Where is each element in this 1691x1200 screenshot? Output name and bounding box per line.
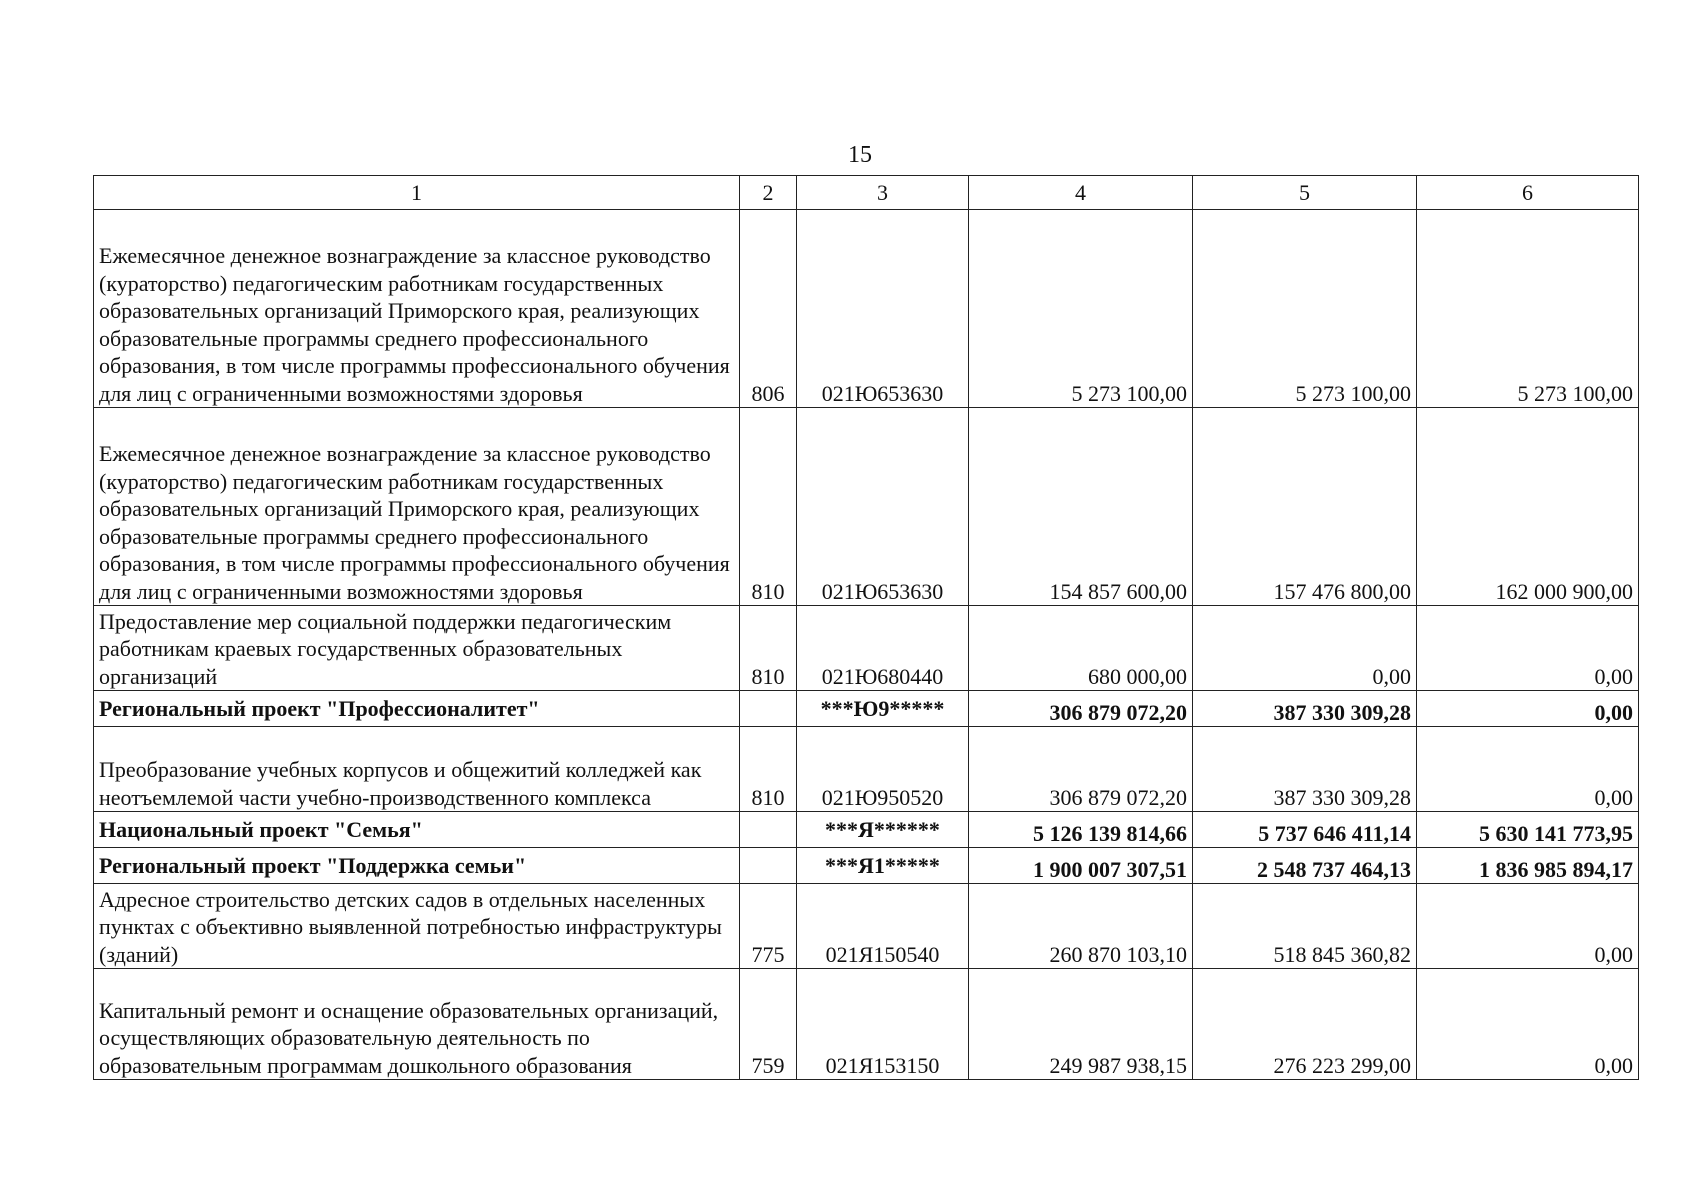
row-name: Ежемесячное денежное вознаграждение за классное руководство (кураторство) педагогическим работникам государственных образовательных организаций Приморского края, реализующих образовательные программы среднего профессионального образования, в том числе программы профессионального обучения для лиц с ограниченными возможностями здоровья	[94, 408, 740, 606]
column-header-3: 3	[797, 176, 969, 210]
row-grbs-code: 775	[740, 884, 797, 969]
table-body	[94, 210, 1639, 1080]
row-grbs-code: 810	[740, 727, 797, 812]
column-header-2: 2	[740, 176, 797, 210]
row-value-col6: 0,00	[1417, 969, 1639, 1080]
row-name: Предоставление мер социальной поддержки педагогическим работникам краевых государственных образовательных организаций	[94, 606, 740, 691]
row-grbs-code: 806	[740, 210, 797, 408]
row-grbs-code	[740, 848, 797, 884]
row-grbs-code	[740, 812, 797, 848]
row-target-article: 021Я153150	[797, 969, 969, 1080]
row-value-col5: 387 330 309,28	[1193, 727, 1417, 812]
row-target-article: 021Ю653630	[797, 408, 969, 606]
row-value-col6: 0,00	[1417, 884, 1639, 969]
row-name: Преобразование учебных корпусов и общежитий колледжей как неотъемлемой части учебно-производственного комплекса	[94, 727, 740, 812]
row-value-col5: 5 737 646 411,14	[1193, 812, 1417, 848]
table-row	[94, 408, 1639, 606]
row-target-article: 021Ю680440	[797, 606, 969, 691]
row-value-col4: 306 879 072,20	[969, 727, 1193, 812]
row-value-col4: 1 900 007 307,51	[969, 848, 1193, 884]
row-value-col6: 0,00	[1417, 606, 1639, 691]
row-value-col5: 2 548 737 464,13	[1193, 848, 1417, 884]
column-header-1: 1	[94, 176, 740, 210]
row-name: Адресное строительство детских садов в отдельных населенных пунктах с объективно выявленной потребностью инфраструктуры (зданий)	[94, 884, 740, 969]
row-grbs-code: 810	[740, 408, 797, 606]
row-target-article: ***Я1*****	[797, 848, 969, 884]
column-number-row	[94, 176, 1639, 210]
page-number: 15	[848, 142, 872, 168]
row-value-col6: 0,00	[1417, 727, 1639, 812]
row-value-col4: 5 126 139 814,66	[969, 812, 1193, 848]
row-value-col5: 518 845 360,82	[1193, 884, 1417, 969]
row-value-col4: 5 273 100,00	[969, 210, 1193, 408]
row-value-col6: 5 630 141 773,95	[1417, 812, 1639, 848]
row-value-col5: 276 223 299,00	[1193, 969, 1417, 1080]
row-value-col5: 157 476 800,00	[1193, 408, 1417, 606]
row-value-col5: 5 273 100,00	[1193, 210, 1417, 408]
table-row	[94, 969, 1639, 1080]
column-header-5: 5	[1193, 176, 1417, 210]
row-name: Капитальный ремонт и оснащение образовательных организаций, осуществляющих образовательную деятельность по образовательным программам дошкольного образования	[94, 969, 740, 1080]
row-grbs-code: 810	[740, 606, 797, 691]
table-row	[94, 210, 1639, 408]
column-header-6: 6	[1417, 176, 1639, 210]
row-grbs-code	[740, 691, 797, 727]
row-value-col6: 162 000 900,00	[1417, 408, 1639, 606]
row-grbs-code: 759	[740, 969, 797, 1080]
row-name: Ежемесячное денежное вознаграждение за классное руководство (кураторство) педагогическим работникам государственных образовательных организаций Приморского края, реализующих образовательные программы среднего профессионального образования, в том числе программы профессионального обучения для лиц с ограниченными возможностями здоровья	[94, 210, 740, 408]
row-name: Региональный проект "Профессионалитет"	[94, 691, 740, 727]
row-value-col4: 680 000,00	[969, 606, 1193, 691]
row-target-article: ***Я******	[797, 812, 969, 848]
row-value-col6: 0,00	[1417, 691, 1639, 727]
row-target-article: 021Ю950520	[797, 727, 969, 812]
row-value-col6: 5 273 100,00	[1417, 210, 1639, 408]
table-row-subtotal	[94, 812, 1639, 848]
table-row	[94, 727, 1639, 812]
row-target-article: 021Ю653630	[797, 210, 969, 408]
row-value-col4: 249 987 938,15	[969, 969, 1193, 1080]
row-value-col5: 0,00	[1193, 606, 1417, 691]
row-target-article: 021Я150540	[797, 884, 969, 969]
row-value-col4: 260 870 103,10	[969, 884, 1193, 969]
column-header-4: 4	[969, 176, 1193, 210]
table-row	[94, 606, 1639, 691]
row-target-article: ***Ю9*****	[797, 691, 969, 727]
row-value-col6: 1 836 985 894,17	[1417, 848, 1639, 884]
row-name: Национальный проект "Семья"	[94, 812, 740, 848]
table-row-subtotal	[94, 848, 1639, 884]
row-value-col4: 306 879 072,20	[969, 691, 1193, 727]
table-row-subtotal	[94, 691, 1639, 727]
budget-table	[93, 175, 1639, 1080]
row-name: Региональный проект "Поддержка семьи"	[94, 848, 740, 884]
row-value-col4: 154 857 600,00	[969, 408, 1193, 606]
row-value-col5: 387 330 309,28	[1193, 691, 1417, 727]
table-row	[94, 884, 1639, 969]
